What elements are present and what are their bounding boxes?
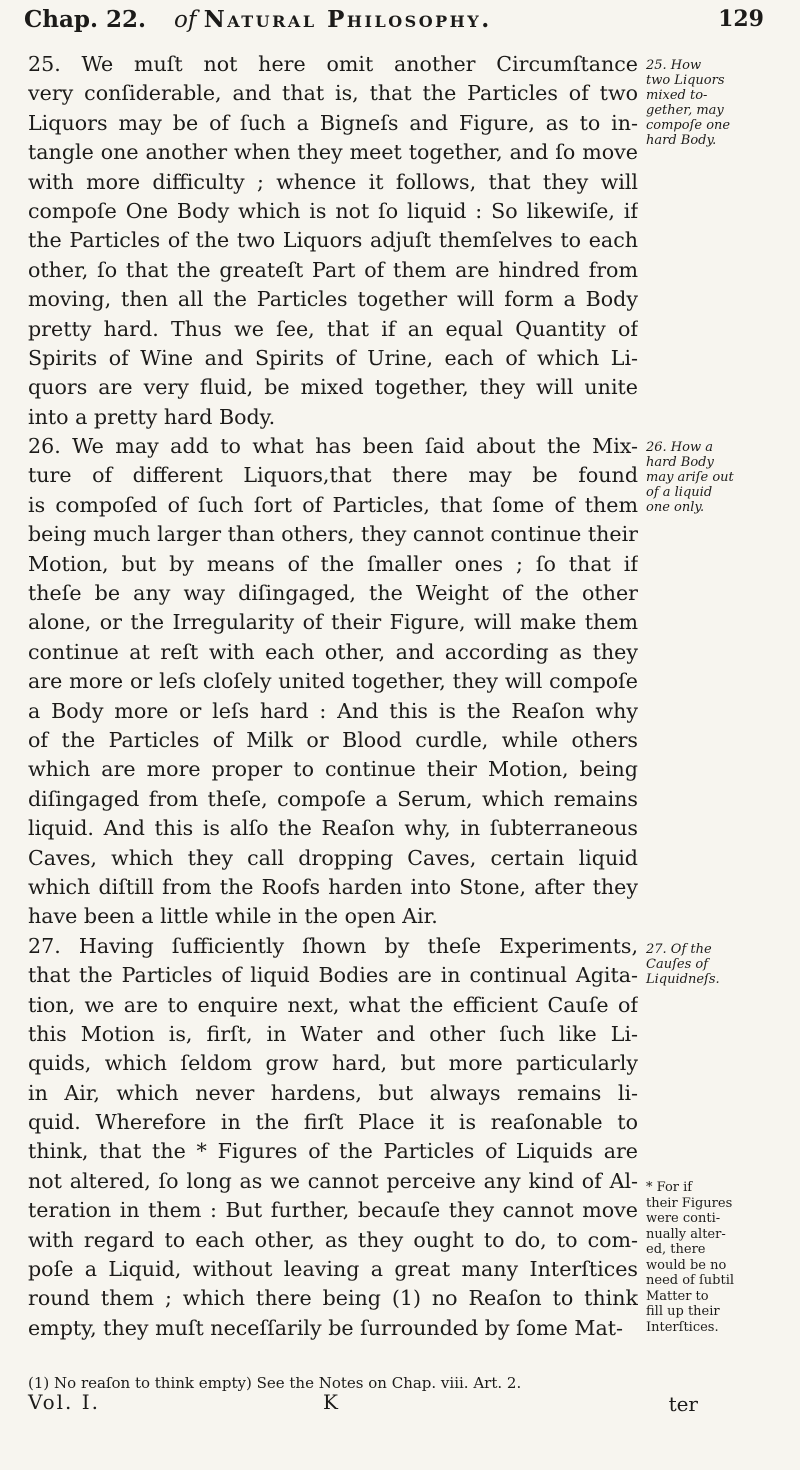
margin-note-line: Interſtices.	[646, 1319, 719, 1335]
margin-note-line: 25. How	[646, 58, 702, 73]
text-line: have been a little while in the open Air.	[28, 904, 438, 929]
margin-note-line: their Figures	[646, 1195, 733, 1211]
margin-note-line: need of ſubtil	[646, 1273, 735, 1288]
text-line: Liquors may be of ſuch a Bigneſs and Figure, as to in-	[28, 110, 638, 135]
text-line: 27. Having ſufficiently ſhown by theſe Experiments,	[28, 933, 638, 958]
margin-note-line: nually alter-	[646, 1226, 726, 1242]
text-line: round them ; which there being (1) no Reaſon to think	[28, 1286, 638, 1311]
text-line: Spirits of Wine and Spirits of Urine, each of which Li-	[28, 345, 638, 370]
margin-note-line: two Liquors	[646, 73, 725, 88]
text-line: being much larger than others, they cannot continue their	[28, 522, 638, 547]
margin-note-27	[646, 942, 796, 987]
margin-note-line: compoſe one	[646, 118, 731, 133]
text-line: quids, which ſeldom grow hard, but more particularly	[28, 1051, 638, 1076]
text-line: into a pretty hard Body.	[28, 404, 276, 429]
margin-note-25	[646, 58, 796, 148]
text-line: very conſiderable, and that is, that the Particles of two	[28, 81, 638, 106]
text-line: tangle one another when they meet together, and ſo move	[28, 140, 638, 165]
text-line: not altered, ſo long as we cannot perceive any kind of Al-	[28, 1168, 638, 1193]
paragraph-26	[28, 432, 638, 932]
margin-note-line: Liquidneſs.	[646, 972, 720, 987]
margin-note-26	[646, 440, 796, 515]
text-line: teration in them : But further, becauſe they cannot move	[28, 1198, 638, 1223]
margin-note-line: 27. Of the	[646, 942, 712, 957]
margin-note-line: 26. How a	[646, 440, 713, 455]
running-title-of: of	[174, 7, 197, 33]
text-line: with regard to each other, as they ought to do, to com-	[28, 1227, 638, 1252]
text-line: which diſtill from the Roofs harden into Stone, after they	[28, 874, 638, 899]
page-number: 129	[718, 6, 764, 32]
text-line: Motion, but by means of the ſmaller ones ; ſo that if	[28, 551, 638, 576]
text-line: is compoſed of ſuch ſort of Particles, that ſome of them	[28, 492, 638, 517]
text-line: 25. We muſt not here omit another Circumſtance	[28, 52, 638, 76]
text-line: the Particles of the two Liquors adjuſt themſelves to each	[28, 228, 638, 253]
text-line: of the Particles of Milk or Blood curdle, while others	[28, 728, 638, 752]
text-line: quors are very fluid, be mixed together, they will unite	[28, 375, 638, 400]
margin-note-footnote	[646, 1180, 796, 1335]
text-line: tion, we are to enquire next, what the efficient Cauſe of	[28, 992, 638, 1017]
text-line: in Air, which never hardens, but always remains li-	[28, 1080, 638, 1105]
text-line: which are more proper to continue their Motion, being	[28, 757, 638, 782]
margin-note-line: one only.	[646, 500, 705, 515]
running-header	[24, 6, 764, 44]
text-line: compoſe One Body which is not ſo liquid : So likewiſe, if	[28, 198, 638, 223]
margin-note-line: would be no	[646, 1257, 727, 1273]
text-line: a Body more or leſs hard : And this is the Reaſon why	[28, 698, 638, 723]
text-line: ture of different Liquors,that there may be found	[28, 463, 638, 488]
text-line: 26. We may add to what has been ſaid about the Mix-	[28, 434, 638, 459]
text-line: quid. Wherefore in the firſt Place it is reaſonable to	[28, 1110, 638, 1135]
volume-label: Vol. I.	[28, 1390, 101, 1414]
paragraph-27	[28, 932, 638, 1343]
text-line: pretty hard. Thus we ſee, that if an equal Quantity of	[28, 316, 638, 341]
text-line: think, that the * Figures of the Particles of Liquids are	[28, 1139, 638, 1164]
margin-note-line: hard Body	[646, 455, 714, 470]
main-text	[28, 50, 638, 1343]
page-signature	[28, 1390, 768, 1430]
margin-note-line: may ariſe out	[646, 470, 734, 485]
chapter-label: Chap. 22.	[24, 6, 147, 33]
running-title	[174, 6, 492, 33]
margin-note-line: mixed to-	[646, 88, 708, 103]
margin-note-line: gether, may	[646, 103, 724, 118]
text-line: continue at reſt with each other, and according as they	[28, 639, 638, 664]
footnote-text: (1) No reaſon to think empty) See the Notes on Chap. viii. Art. 2.	[28, 1374, 522, 1392]
signature-mark: K	[323, 1390, 338, 1414]
text-line: Caves, which they call dropping Caves, certain liquid	[28, 845, 638, 870]
text-line: theſe be any way diſingaged, the Weight of the other	[28, 581, 638, 606]
running-title-text: Natural Philosophy.	[203, 6, 492, 33]
margin-note-line: Matter to	[646, 1288, 709, 1304]
margin-note-line: * For if	[646, 1180, 693, 1195]
catchword: ter	[668, 1392, 698, 1416]
text-line: this Motion is, firſt, in Water and other ſuch like Li-	[28, 1021, 638, 1046]
text-line: with more difficulty ; whence it follows, that they will	[28, 169, 638, 194]
text-line: alone, or the Irregularity of their Figure, will make them	[28, 610, 638, 635]
text-line: diſingaged from theſe, compoſe a Serum, which remains	[28, 786, 638, 811]
margin-note-line: ed, there	[646, 1242, 706, 1257]
text-line: are more or leſs cloſely united together, they will compoſe	[28, 669, 638, 694]
paragraph-25	[28, 50, 638, 432]
text-line: poſe a Liquid, without leaving a great many Interſtices	[28, 1257, 638, 1282]
margin-note-line: Cauſes of	[646, 957, 709, 972]
text-line: moving, then all the Particles together will form a Body	[28, 287, 638, 312]
margin-note-line: of a liquid	[646, 485, 713, 500]
text-line: other, ſo that the greateſt Part of them are hindred from	[28, 257, 638, 282]
margin-note-line: fill up their	[646, 1304, 720, 1319]
margin-note-line: were conti-	[646, 1211, 721, 1226]
text-line: that the Particles of liquid Bodies are in continual Agita-	[28, 963, 638, 988]
text-line: empty, they muſt neceſſarily be ſurrounded by ſome Mat-	[28, 1315, 623, 1340]
margin-note-line: hard Body.	[646, 133, 717, 148]
text-line: liquid. And this is alſo the Reaſon why, in ſubterraneous	[28, 816, 638, 841]
